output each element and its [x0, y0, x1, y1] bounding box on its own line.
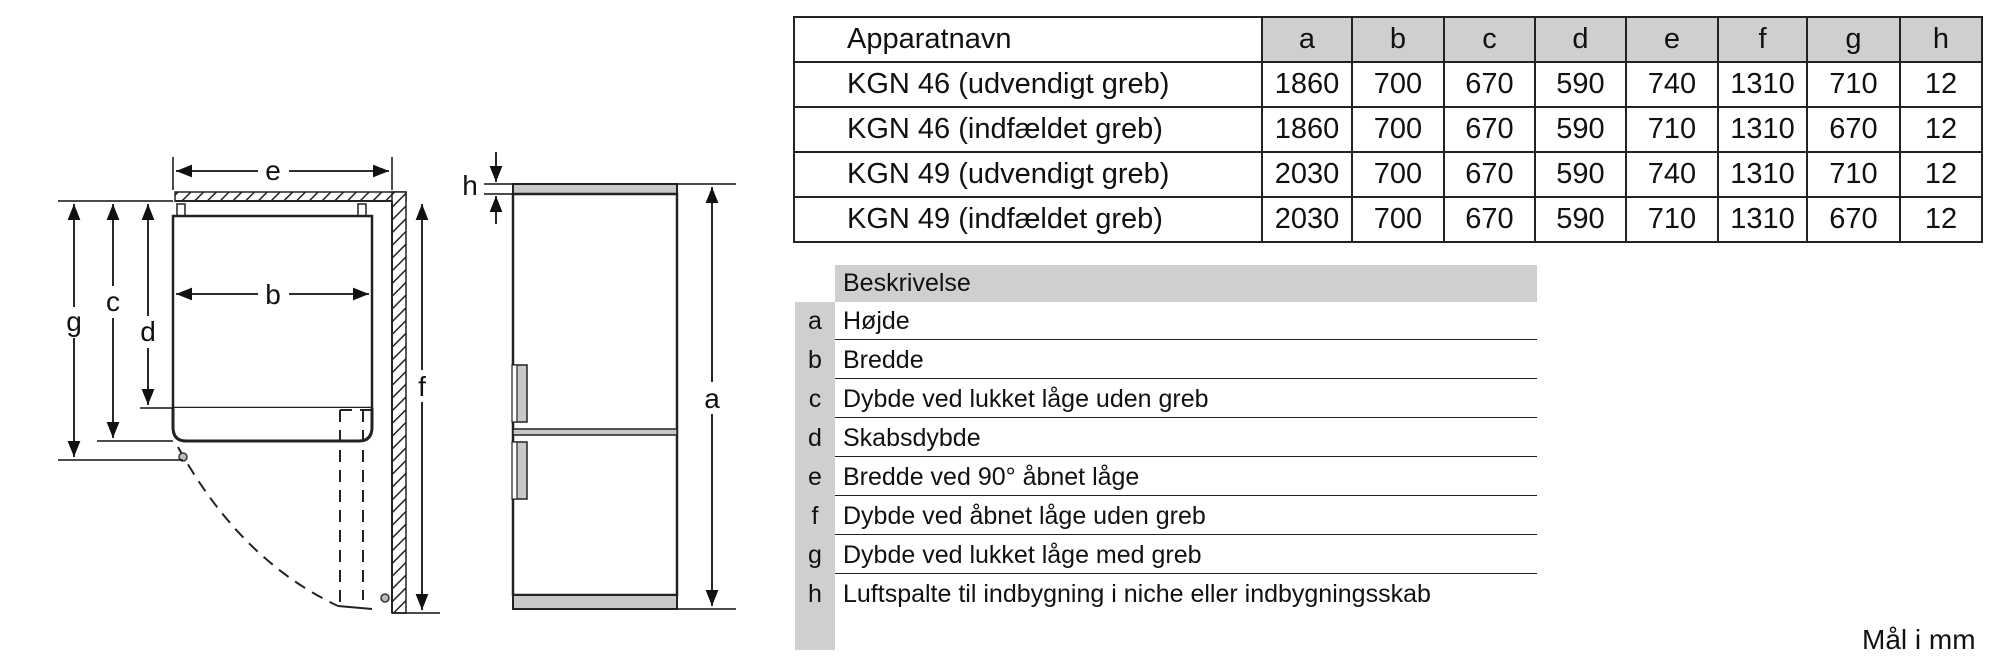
- value-cell: 740: [1626, 152, 1718, 197]
- column-header: c: [1444, 17, 1535, 62]
- column-header: d: [1535, 17, 1626, 62]
- legend-row: [795, 419, 1537, 458]
- wall-hatch-right: [392, 192, 406, 613]
- value-cell: 670: [1444, 152, 1535, 197]
- legend-letter: c: [808, 385, 822, 413]
- legend-letter: g: [808, 541, 822, 569]
- legend-letter: a: [808, 307, 822, 335]
- legend-row: [795, 575, 1537, 614]
- value-cell: 710: [1626, 197, 1718, 242]
- unit-note: Mål i mm: [1862, 624, 1976, 655]
- model-name-cell: KGN 49 (indfældet greb): [794, 197, 1262, 242]
- legend-row: [795, 302, 1537, 341]
- legend-letter: d: [808, 424, 822, 452]
- front-view: [462, 152, 736, 609]
- fridge-divider: [513, 429, 677, 435]
- legend-row: [795, 341, 1537, 380]
- legend-row: [795, 536, 1537, 575]
- cabinet-outline: [173, 216, 372, 408]
- legend-description: Luftspalte til indbygning i niche eller indbygningsskab: [843, 580, 1431, 608]
- description-legend: [795, 265, 1537, 650]
- table-row: [794, 107, 1982, 152]
- column-header: a: [1262, 17, 1352, 62]
- legend-row: [795, 458, 1537, 497]
- value-cell: 740: [1626, 62, 1718, 107]
- value-cell: 710: [1626, 107, 1718, 152]
- fridge-body: [513, 194, 677, 595]
- value-cell: 710: [1807, 152, 1900, 197]
- label-g: g: [66, 306, 82, 337]
- label-e: e: [265, 155, 281, 186]
- label-a: a: [704, 383, 720, 414]
- column-header: g: [1807, 17, 1900, 62]
- fridge-top-cap: [513, 184, 677, 194]
- value-cell: 700: [1352, 107, 1444, 152]
- value-cell: 12: [1900, 62, 1982, 107]
- value-cell: 590: [1535, 107, 1626, 152]
- value-cell: 670: [1444, 62, 1535, 107]
- label-d: d: [140, 316, 156, 347]
- legend-description: Dybde ved lukket låge uden greb: [835, 380, 1537, 418]
- value-cell: 1310: [1718, 197, 1807, 242]
- legend-row: [795, 497, 1537, 536]
- legend-description: Dybde ved lukket låge med greb: [835, 536, 1537, 574]
- column-header: e: [1626, 17, 1718, 62]
- label-h: h: [462, 170, 478, 201]
- column-header: b: [1352, 17, 1444, 62]
- value-cell: 1310: [1718, 62, 1807, 107]
- legend-row: [795, 380, 1537, 419]
- value-cell: 670: [1444, 197, 1535, 242]
- legend-letter: h: [808, 580, 822, 608]
- value-cell: 710: [1807, 62, 1900, 107]
- column-header-name: Apparatnavn: [794, 17, 1262, 62]
- legend-description: Skabsdybde: [835, 419, 1537, 457]
- value-cell: 670: [1807, 107, 1900, 152]
- legend-letter: e: [808, 463, 822, 491]
- value-cell: 670: [1444, 107, 1535, 152]
- legend-description: Dybde ved åbnet låge uden greb: [835, 497, 1537, 535]
- top-view: [58, 155, 440, 613]
- value-cell: 12: [1900, 107, 1982, 152]
- value-cell: 670: [1807, 197, 1900, 242]
- legend-description: Bredde ved 90° åbnet låge: [835, 458, 1537, 496]
- value-cell: 2030: [1262, 197, 1352, 242]
- value-cell: 700: [1352, 62, 1444, 107]
- model-name-cell: KGN 49 (udvendigt greb): [794, 152, 1262, 197]
- legend-description: Bredde: [835, 341, 1537, 379]
- door-closed: [173, 408, 372, 441]
- legend-description: Højde: [835, 302, 1537, 340]
- value-cell: 1860: [1262, 62, 1352, 107]
- legend-letter: b: [808, 346, 822, 374]
- column-header: h: [1900, 17, 1982, 62]
- label-f: f: [418, 371, 426, 402]
- value-cell: 2030: [1262, 152, 1352, 197]
- value-cell: 590: [1535, 152, 1626, 197]
- model-name-cell: KGN 46 (indfældet greb): [794, 107, 1262, 152]
- value-cell: 1310: [1718, 107, 1807, 152]
- value-cell: 12: [1900, 197, 1982, 242]
- label-c: c: [106, 286, 120, 317]
- value-cell: 12: [1900, 152, 1982, 197]
- table-header-row: [794, 17, 1982, 62]
- column-header: f: [1718, 17, 1807, 62]
- model-name-cell: KGN 46 (udvendigt greb): [794, 62, 1262, 107]
- wall-hatch-top: [175, 192, 406, 201]
- table-row: [794, 62, 1982, 107]
- value-cell: 700: [1352, 197, 1444, 242]
- label-b: b: [265, 279, 281, 310]
- table-row: [794, 152, 1982, 197]
- dimension-table: [793, 16, 1983, 243]
- table-row: [794, 197, 1982, 242]
- value-cell: 590: [1535, 62, 1626, 107]
- value-cell: 590: [1535, 197, 1626, 242]
- door-swing-arc: [178, 447, 338, 606]
- value-cell: 1310: [1718, 152, 1807, 197]
- legend-header: Beskrivelse: [835, 265, 1537, 302]
- value-cell: 1860: [1262, 107, 1352, 152]
- value-cell: 700: [1352, 152, 1444, 197]
- fridge-plinth: [513, 595, 677, 609]
- legend-letter: f: [811, 502, 819, 530]
